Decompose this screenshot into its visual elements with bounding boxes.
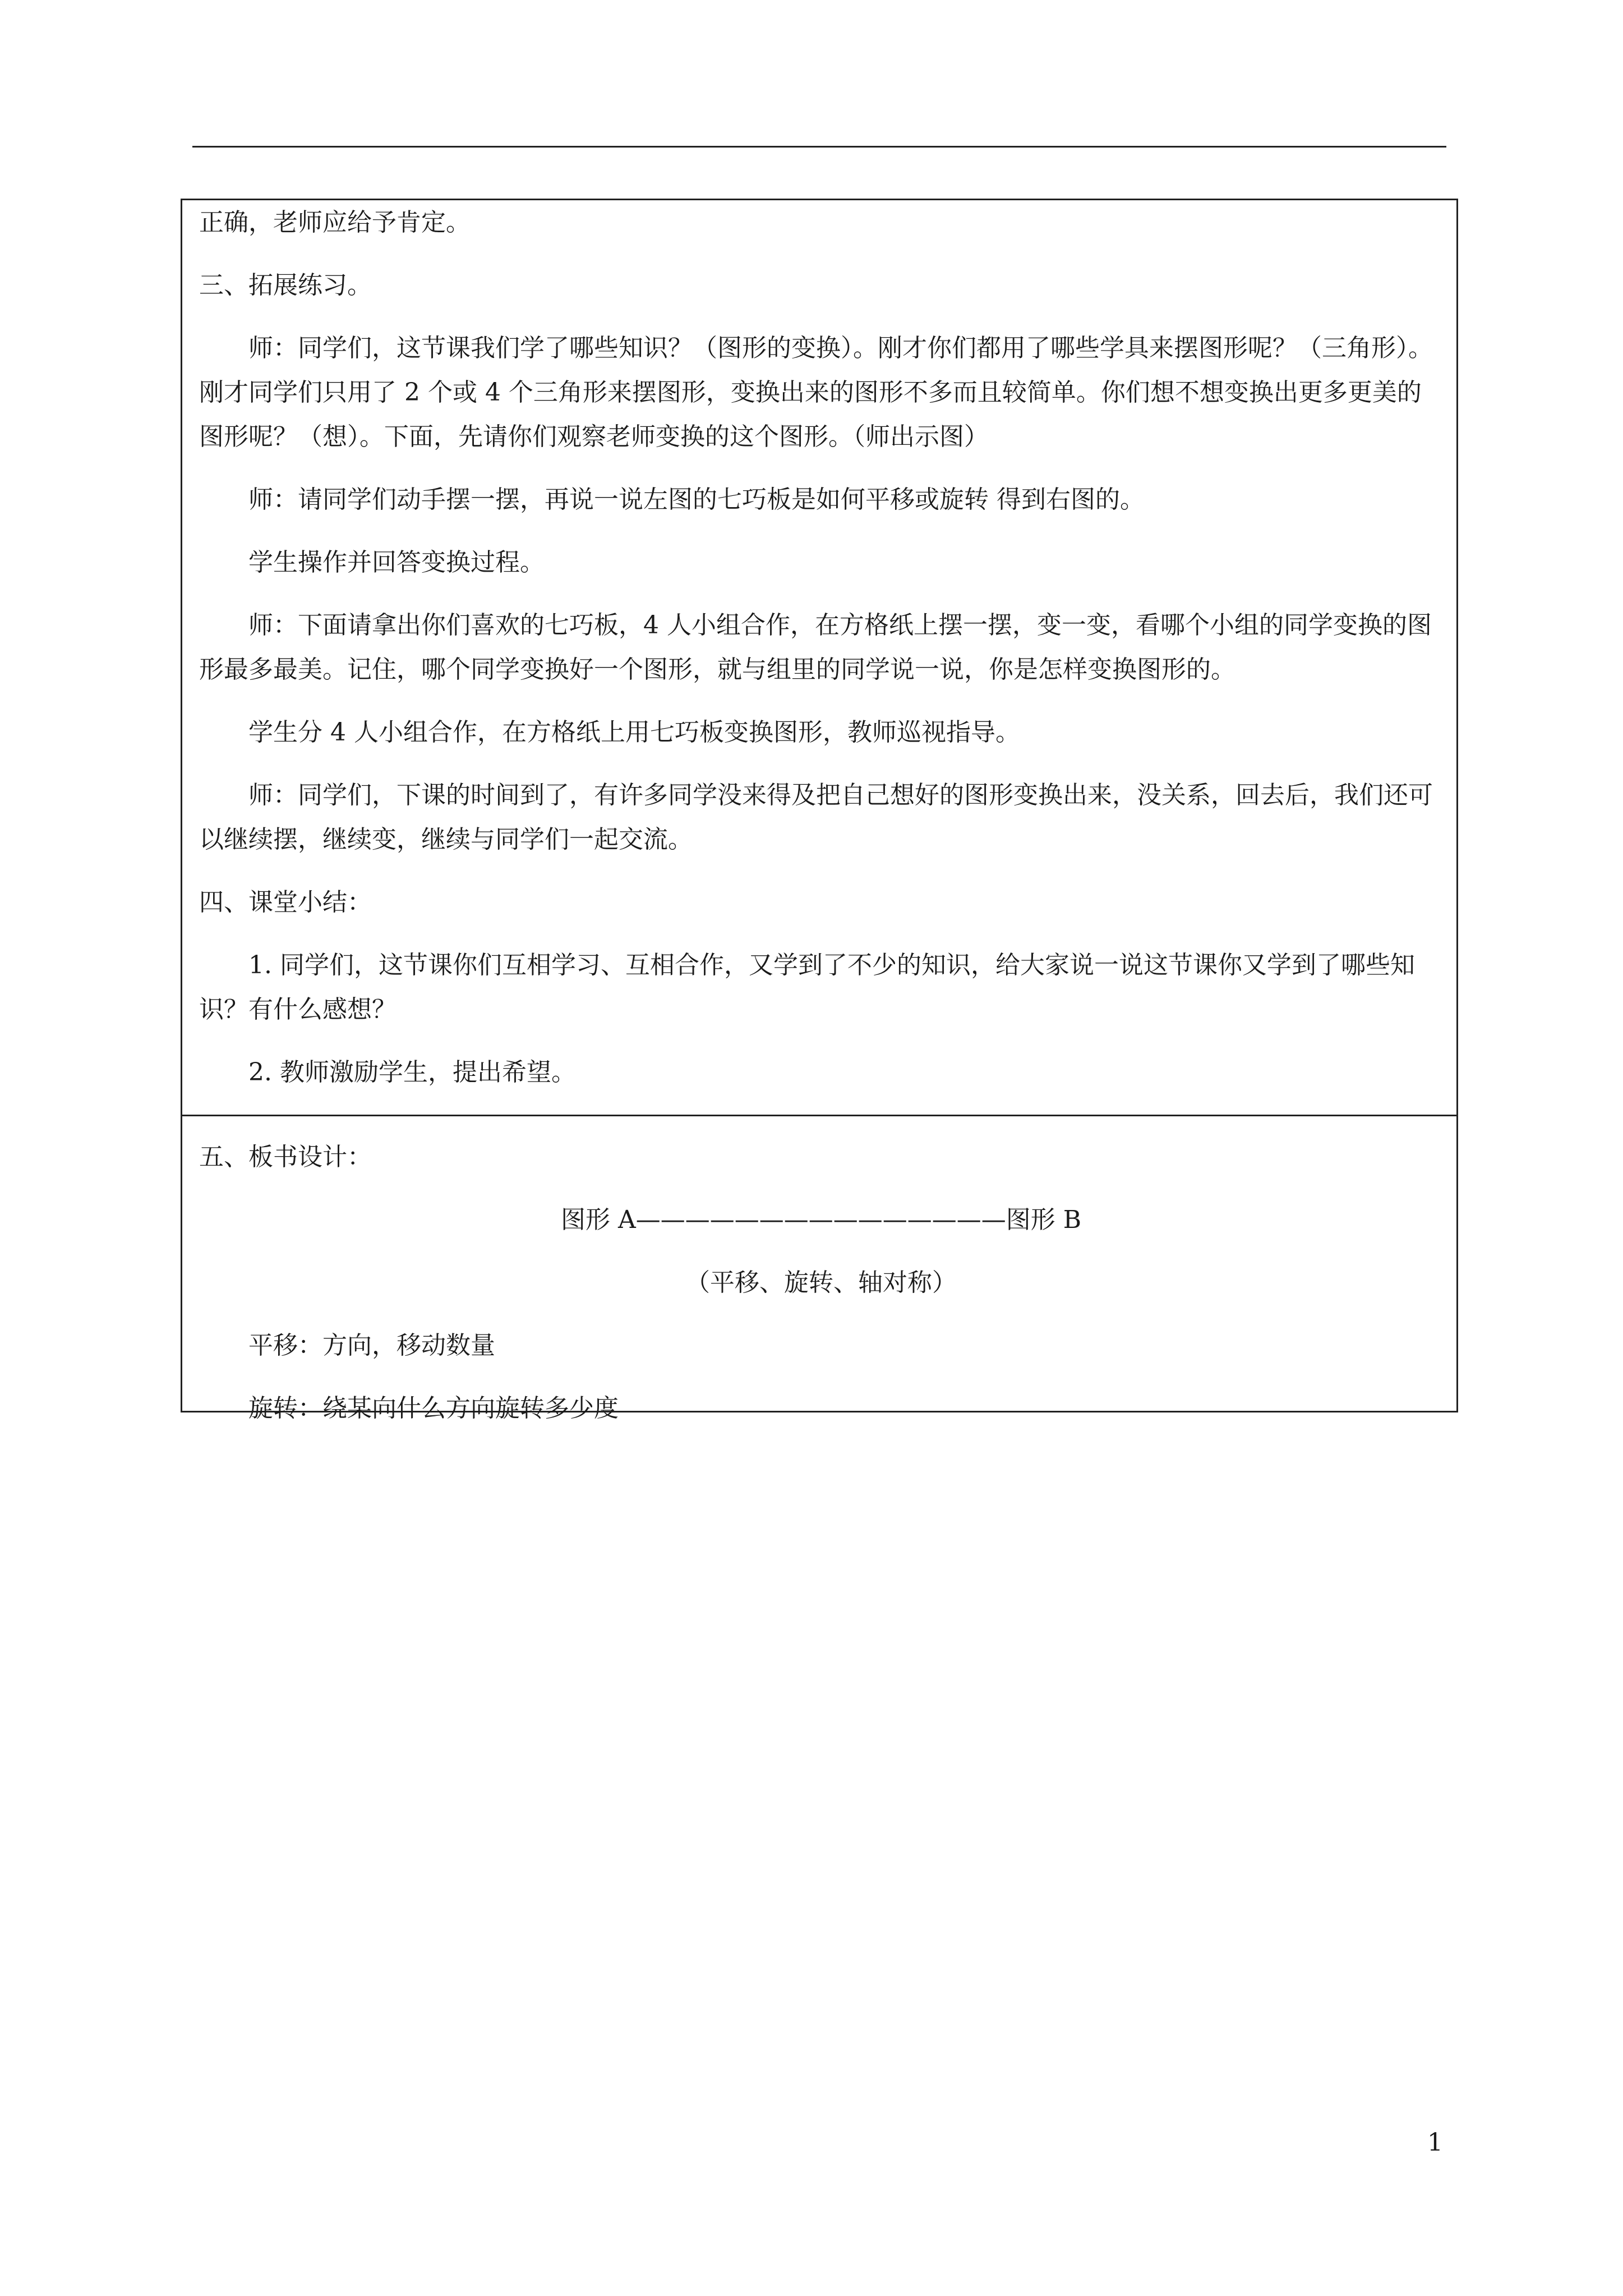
- paragraph-group-cooperation: 学生分 4 人小组合作，在方格纸上用七巧板变换图形，教师巡视指导。: [248, 718, 1020, 747]
- header-rule: [192, 146, 1446, 148]
- blackboard-transform-types: （平移、旋转、轴对称）: [685, 1268, 957, 1297]
- summary-item-1: 1. 同学们，这节课你们互相学习、互相合作，又学到了不少的知识，给大家说一说这节课你又学到了哪些知识？有什么感想？: [199, 951, 1415, 1024]
- blackboard-translation: 平移：方向，移动数量: [248, 1331, 495, 1360]
- section-heading-summary: 四、课堂小结：: [199, 888, 372, 917]
- paragraph-tangram-group-work: 师：下面请拿出你们喜欢的七巧板，4 人小组合作，在方格纸上摆一摆，变一变，看哪个小组的同学变换的图形最多最美。记住，哪个同学变换好一个图形，就与组里的同学说一说，你是怎样变换图形的。: [199, 611, 1432, 684]
- paragraph-class-end: 师：同学们，下课的时间到了，有许多同学没来得及把自己想好的图形变换出来，没关系，回去后，我们还可以继续摆，继续变，继续与同学们一起交流。: [199, 781, 1433, 854]
- teaching-process-cell: [182, 200, 1456, 1115]
- section-heading-extension-practice: 三、拓展练习。: [199, 271, 372, 300]
- paragraph-teacher-question: 师：同学们，这节课我们学了哪些知识？（图形的变换）。刚才你们都用了哪些学具来摆图形呢？（三角形）。刚才同学们只用了 2 个或 4 个三角形来摆图形，变换出来的图形不多而且较简单。你们想不想变换出更多更美的图形呢？（想）。下面，先请你们观察老师变换的这个图形。（师出示图）: [199, 334, 1433, 451]
- paragraph-affirmation: 正确，老师应给予肯定。: [199, 208, 471, 237]
- paragraph-student-operation: 学生操作并回答变换过程。: [248, 548, 545, 577]
- blackboard-rotation: 旋转：绕某向什么方向旋转多少度: [248, 1394, 619, 1423]
- section-heading-blackboard: 五、板书设计：: [199, 1143, 372, 1171]
- paragraph-teacher-instruction: 师：请同学们动手摆一摆，再说一说左图的七巧板是如何平移或旋转 得到右图的。: [248, 485, 1145, 514]
- lesson-plan-table: [181, 199, 1458, 1423]
- page-number: 1: [1427, 2128, 1443, 2157]
- summary-item-2: 2. 教师激励学生，提出希望。: [248, 1058, 576, 1087]
- blackboard-shape-line: 图形 A———————————————图形 B: [560, 1205, 1082, 1234]
- blackboard-design-cell: [182, 1115, 1456, 1423]
